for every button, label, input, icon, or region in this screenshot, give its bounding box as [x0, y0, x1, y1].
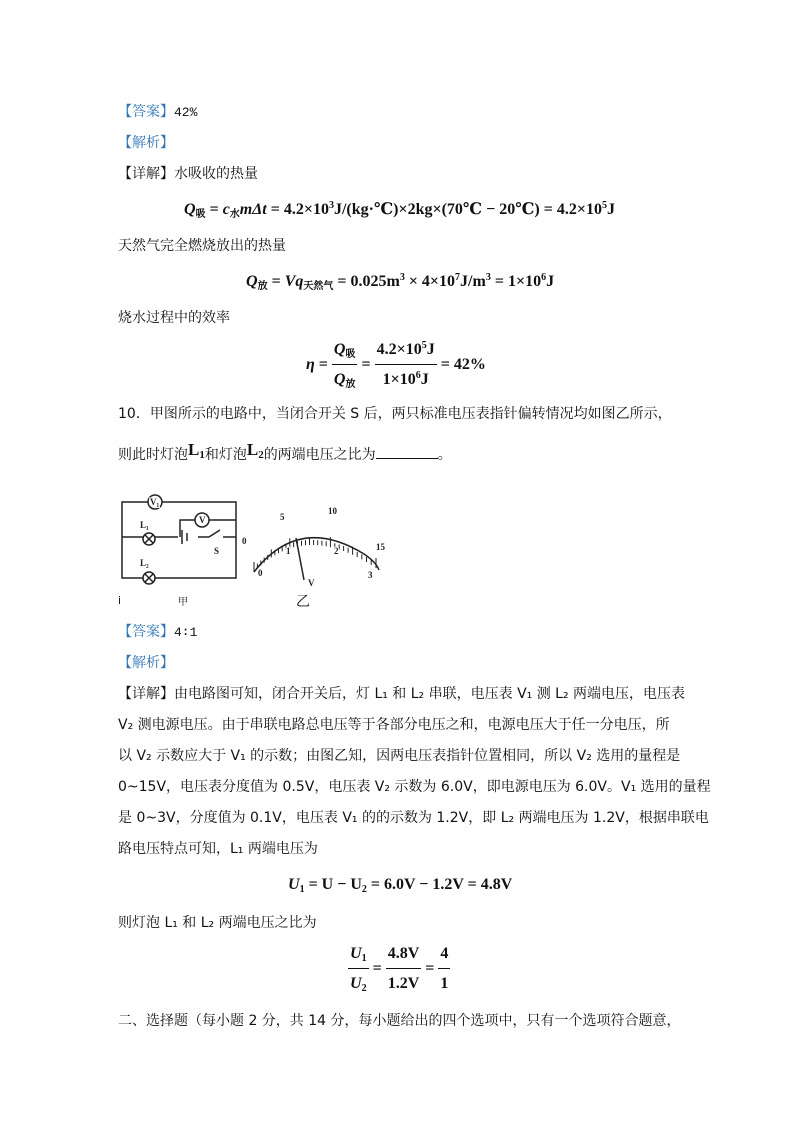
top-tick-label: 0 — [242, 536, 247, 546]
q9-analysis-tag: 【解析】 — [118, 135, 174, 151]
formula-efficiency: η = $\frac{Q_吸}{Q_放}$ = $\frac{4.2\times 10^5J}{1\times 10^6J}$ = 42% — [306, 340, 486, 390]
l1-label: L₁ — [140, 520, 149, 530]
q10-analysis-tag: 【解析】 — [118, 655, 174, 671]
q10-question-line2: 则此时灯泡$L_1$和灯泡$L_2$的两端电压之比为 。 — [118, 440, 452, 463]
top-tick-label: 5 — [280, 512, 285, 522]
answer-tag: 【答案】 — [118, 104, 174, 120]
circuit-and-meter-figure — [114, 492, 414, 592]
answer-value: 4∶1 — [174, 625, 198, 640]
bottom-tick-label: 0 — [258, 568, 263, 578]
ratio-text: 则灯泡 L₁ 和 L₂ 两端电压之比为 — [118, 915, 317, 931]
efficiency-text: 烧水过程中的效率 — [118, 310, 230, 326]
top-tick-label: 10 — [328, 506, 337, 516]
meter-needle — [296, 538, 304, 580]
q10-detail-line: 0~15V，电压表分度值为 0.5V，电压表 V₂ 示数为 6.0V，即电源电压为 6.0V。V₁ 选用的量程 — [118, 779, 711, 795]
q10-question-line1: 10．甲图所示的电路中，当闭合开关 S 后，两只标准电压表指针偏转情况均如图乙所示， — [118, 406, 672, 422]
answer-tag: 【答案】 — [118, 624, 174, 640]
formula-heat-absorbed: $Q_吸 = c_水m\Delta t$ = $4.2\times 10^3J/(kg\cdot℃)\times 2kg\times(70℃$ − 20℃) = $4.2\times 10^5J$ — [184, 200, 615, 220]
bottom-tick-label: 3 — [368, 570, 373, 580]
formula-heat-released: $Q_放 = Vq_{天然气} = 0.025m^3 \times 4\times 10^7J/m^3 = 1\times 10^6J$ — [246, 272, 555, 292]
section-heading-choice: 二、选择题（每小题 2 分，共 14 分，每小题给出的四个选项中，只有一个选项符合题意， — [118, 1013, 681, 1029]
figure-label-yi: 乙 — [296, 594, 310, 610]
q10-detail-line: 【详解】由电路图可知，闭合开关后，灯 L₁ 和 L₂ 串联，电压表 V₁ 测 L₂ 两端电压，电压表 — [118, 686, 686, 702]
answer-value: 42% — [174, 105, 198, 120]
q10-detail-line: 以 V₂ 示数应大于 V₁ 的示数；由图乙知，因两电压表指针位置相同，所以 V₂ 选用的量程是 — [118, 748, 681, 764]
q9-detail — [118, 164, 258, 184]
top-tick-label: 15 — [376, 542, 385, 552]
circuit-diagram — [122, 495, 236, 584]
figure-mark: i — [118, 594, 122, 607]
answer-blank — [376, 444, 438, 459]
q10-detail-line: 是 0~3V，分度值为 0.1V，电压表 V₁ 的的示数为 1.2V，即 L₂ 两端电压为 1.2V，根据串联电 — [118, 810, 709, 826]
switch-label: S — [214, 546, 220, 556]
dial-ticks — [254, 537, 376, 572]
needle-label: V — [308, 578, 315, 588]
v1-label: V₁ — [150, 497, 160, 507]
formula-ratio: $\frac{U_1}{U_2}$ = $\frac{4.8V}{1.2V}$ = $\frac{4}{1}$ — [348, 942, 450, 996]
q10-detail-line: V₂ 测电源电压。由于串联电路总电压等于各部分电压之和，电源电压大于任一分电压，所 — [118, 717, 670, 733]
bottom-tick-label: 1 — [286, 546, 291, 556]
q9-answer — [118, 102, 197, 123]
detail-tag: 【详解】 — [118, 166, 174, 182]
figure-label-jia: 甲 — [178, 597, 188, 608]
v2-label: V — [199, 515, 206, 525]
bottom-tick-label: 2 — [334, 546, 339, 556]
gas-text: 天然气完全燃烧放出的热量 — [118, 238, 286, 254]
q10-detail-line: 路电压特点可知，L₁ 两端电压为 — [118, 841, 318, 857]
q10-answer — [118, 622, 197, 643]
voltmeter-dial — [242, 506, 386, 588]
l2-label: L₂ — [140, 558, 149, 568]
formula-u1: $U_1 = U - U_2 = 6.0V - 1.2V = 4.8V$ — [288, 876, 513, 895]
detail-intro: 水吸收的热量 — [174, 166, 258, 182]
